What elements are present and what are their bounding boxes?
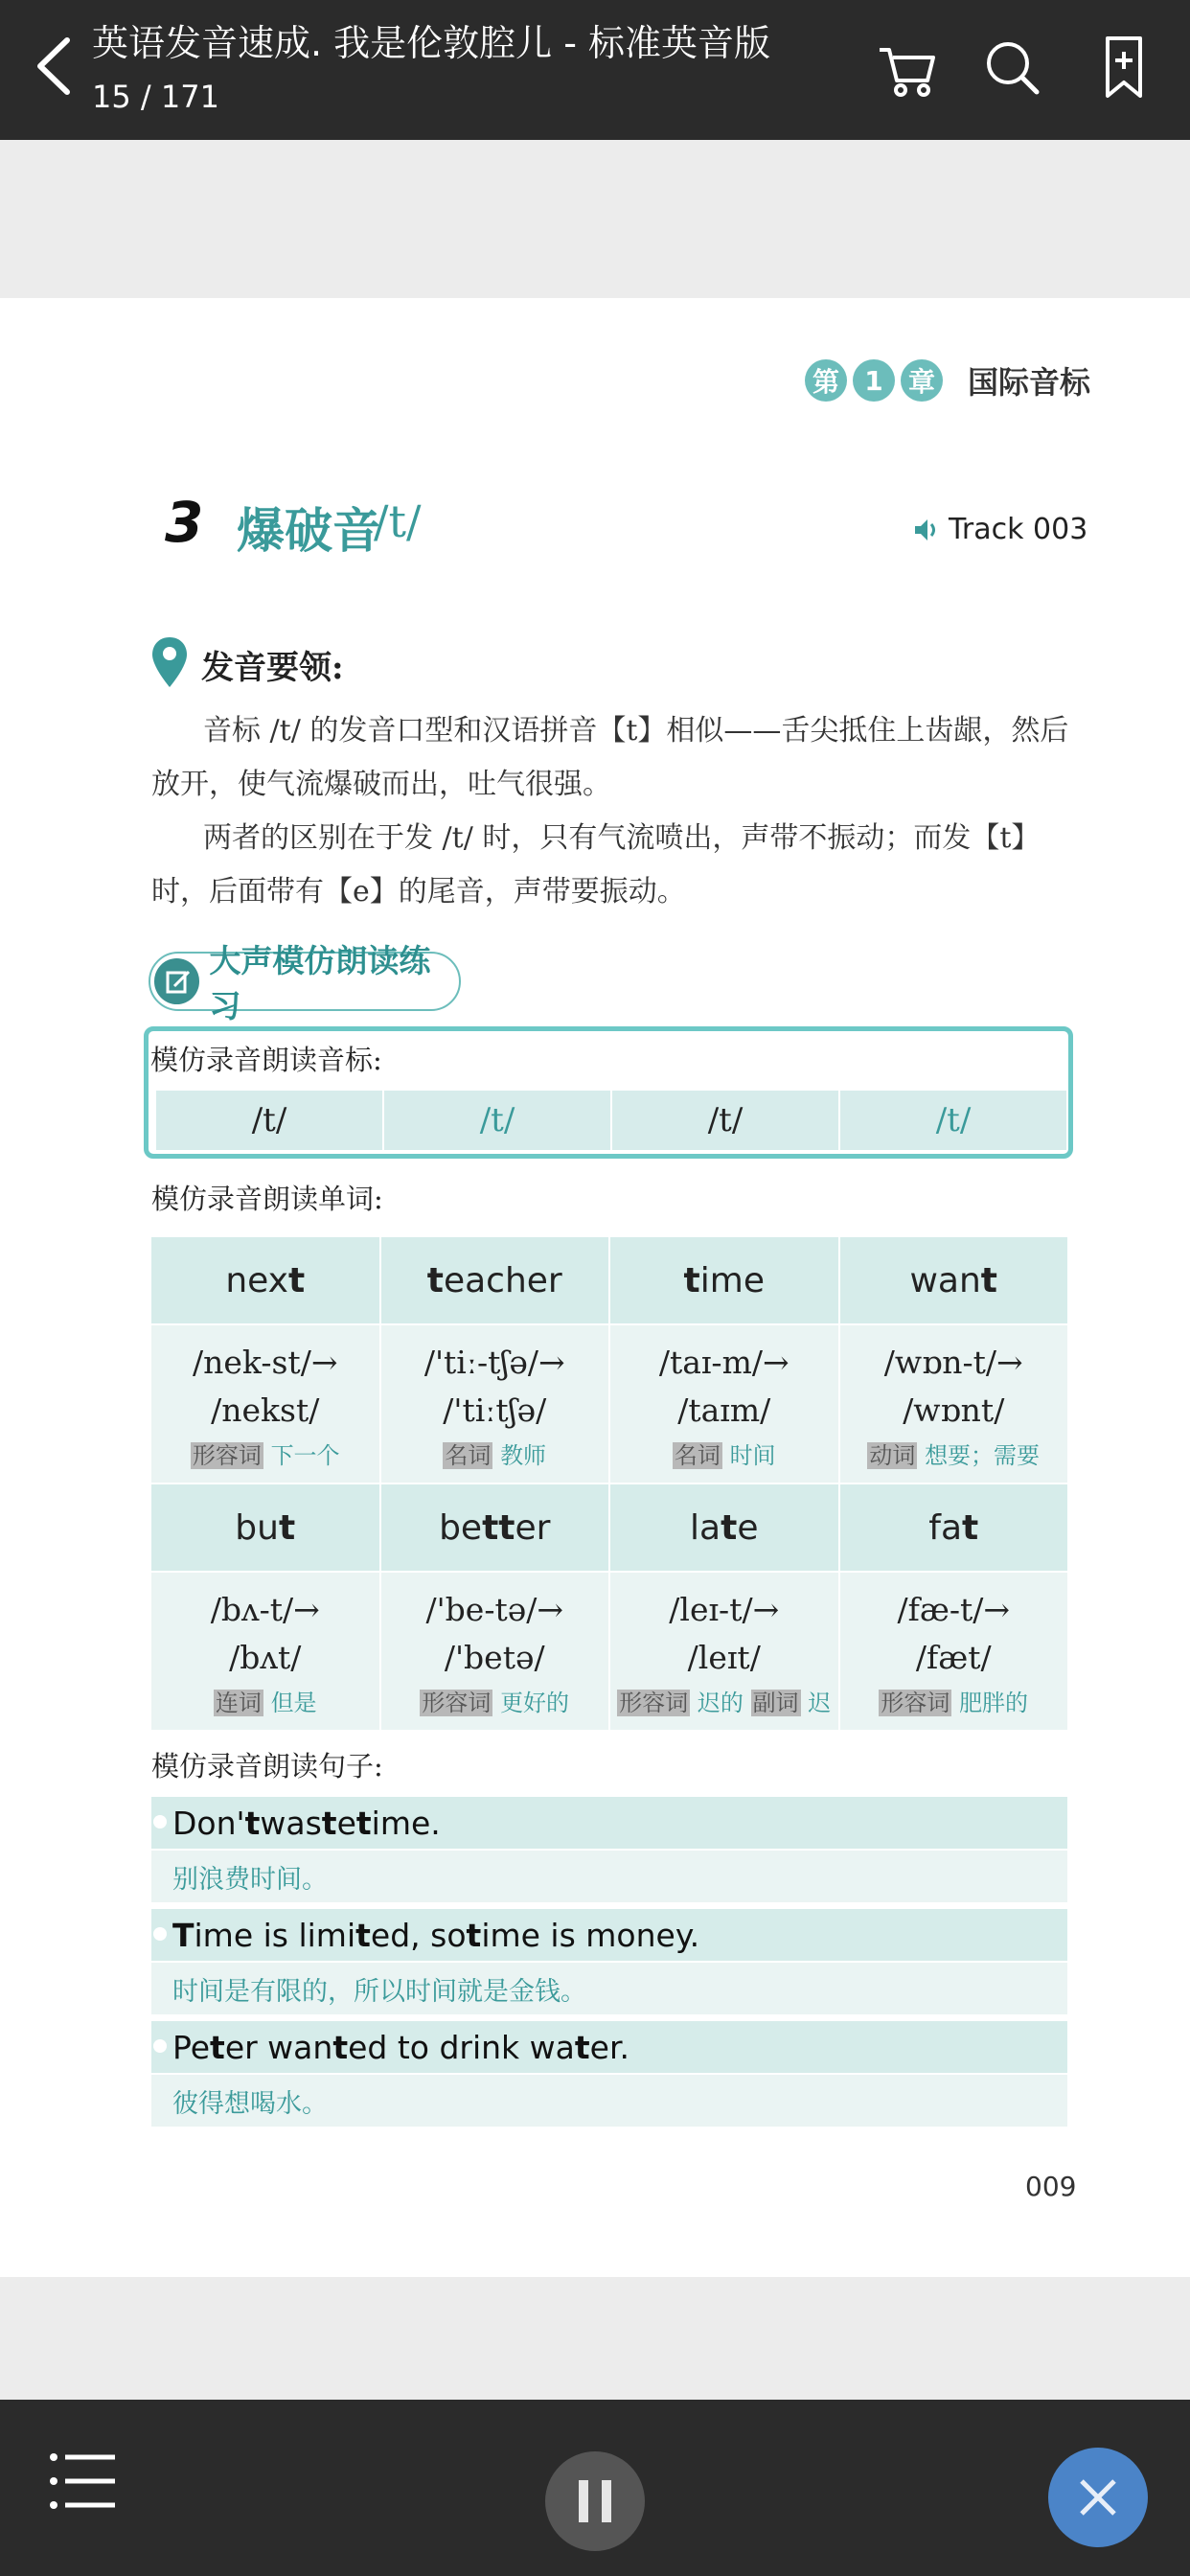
- list-menu-icon[interactable]: [48, 2448, 120, 2515]
- top-bar: [0, 0, 1190, 140]
- chapter-suffix: 章: [901, 359, 943, 402]
- word-cell-time[interactable]: t ime: [610, 1237, 838, 1323]
- word-info: [840, 1325, 1068, 1483]
- practice-title: 大声模仿朗读练习: [209, 942, 431, 1024]
- section-phoneme: /t/: [374, 495, 422, 547]
- practice-heading: [149, 942, 461, 1024]
- pause-button[interactable]: [545, 2451, 645, 2551]
- audio-track-button[interactable]: [912, 513, 1087, 546]
- chapter-prefix: 第: [805, 359, 847, 402]
- pos-tag-2: 副词: [752, 1690, 799, 1716]
- phonetic-label: 模仿录音朗读音标:: [150, 1044, 382, 1076]
- tips-paragraph-2: 两者的区别在于发 /t/ 时，只有气流喷出，声带不振动；而发【t】时，后面带有【e】的尾音，声带要振动。: [151, 821, 1041, 908]
- phonetic-practice-box: [144, 1026, 1073, 1159]
- word-info: [151, 1325, 379, 1483]
- ipa: /nekst/: [211, 1392, 320, 1429]
- pos-tag: 形容词: [192, 1442, 262, 1469]
- tips-paragraph-1: 音标 /t/ 的发音口型和汉语拼音【t】相似——舌尖抵住上齿龈，然后放开，使气流爆破而出，吐气很强。: [151, 714, 1069, 801]
- word-cell-but[interactable]: bu t: [151, 1484, 379, 1571]
- sentence-en[interactable]: T ime is limi t ed, so t ime is money.: [151, 1909, 1067, 1961]
- book-title: 英语发音速成. 我是伦敦腔儿 - 标准英音版: [92, 22, 771, 64]
- chapter-header: [805, 354, 1090, 407]
- meaning-2: 迟: [808, 1690, 832, 1716]
- word-cell-next[interactable]: nex t: [151, 1237, 379, 1323]
- pause-icon: [579, 2480, 588, 2522]
- word-info: [151, 1573, 379, 1730]
- word-info: [610, 1573, 838, 1730]
- meaning: 想要；需要: [925, 1442, 1041, 1469]
- sentence-label: 模仿录音朗读句子:: [151, 1750, 383, 1782]
- meaning: 肥胖的: [959, 1690, 1029, 1716]
- meaning: 时间: [729, 1442, 776, 1469]
- chapter-label: 国际音标: [968, 364, 1091, 401]
- meaning: 迟的: [697, 1690, 744, 1716]
- sentence-zh: 时间是有限的，所以时间就是金钱。: [151, 1963, 1067, 2014]
- book-page: [0, 298, 1190, 2277]
- word-cell-better[interactable]: be tt er: [381, 1484, 609, 1571]
- ipa: /fæt/: [915, 1639, 992, 1676]
- word-grid: [151, 1235, 1067, 1730]
- bottom-bar: [0, 2400, 1190, 2576]
- track-label: Track 003: [949, 513, 1088, 546]
- sentence-zh: 彼得想喝水。: [151, 2075, 1067, 2127]
- back-arrow-icon[interactable]: [27, 33, 84, 100]
- ipa-split: /'be-tə/→: [425, 1591, 564, 1628]
- meaning: 但是: [270, 1690, 317, 1716]
- ipa-split: /fæ-t/→: [897, 1591, 1011, 1628]
- word-cell-late[interactable]: la t e: [610, 1484, 838, 1571]
- ipa-split: /wɒn-t/→: [883, 1344, 1023, 1381]
- phonetic-row: [156, 1091, 1066, 1150]
- word-cell-teacher[interactable]: t eacher: [381, 1237, 609, 1323]
- ipa: /bʌt/: [229, 1639, 302, 1676]
- ipa: /'betə/: [444, 1639, 545, 1676]
- tips-title: 发音要领:: [201, 649, 344, 687]
- ipa: /leɪt/: [687, 1639, 761, 1676]
- meaning: 下一个: [270, 1442, 340, 1469]
- ipa-split: /'tiː-tʃə/→: [423, 1344, 565, 1381]
- bookmark-add-icon[interactable]: [1090, 29, 1157, 105]
- ipa: /taɪm/: [677, 1392, 771, 1429]
- phonetic-cell[interactable]: /t/: [156, 1091, 384, 1150]
- ipa-split: /bʌ-t/→: [210, 1591, 320, 1628]
- meaning: 更好的: [500, 1690, 570, 1716]
- word-cell-want[interactable]: wan t: [840, 1237, 1068, 1323]
- pos-tag: 形容词: [619, 1690, 689, 1716]
- pos-tag: 形容词: [422, 1690, 492, 1716]
- word-cell-fat[interactable]: fa t: [840, 1484, 1068, 1571]
- page-indicator: 15 / 171: [92, 79, 219, 115]
- word-info: [610, 1325, 838, 1483]
- ipa-split: /leɪ-t/→: [669, 1591, 780, 1628]
- pos-tag: 形容词: [881, 1690, 950, 1716]
- search-icon[interactable]: [979, 29, 1046, 105]
- sentence-en[interactable]: Don' t was t e t ime.: [151, 1797, 1067, 1849]
- pos-tag: 动词: [869, 1442, 916, 1469]
- pos-tag: 名词: [445, 1442, 492, 1469]
- word-info: [381, 1325, 609, 1483]
- sentence-en[interactable]: Pe t er wan t ed to drink wa t er.: [151, 2021, 1067, 2073]
- page-number: 009: [1025, 2171, 1077, 2202]
- meaning: 教师: [500, 1442, 547, 1469]
- phonetic-cell[interactable]: /t/: [612, 1091, 840, 1150]
- pos-tag: 连词: [215, 1690, 262, 1716]
- section-number: 3: [165, 490, 204, 555]
- pencil-note-icon: [154, 958, 199, 1004]
- close-button[interactable]: [1048, 2448, 1148, 2547]
- section-title: 爆破音: [237, 503, 380, 559]
- speaker-icon: [912, 516, 941, 544]
- word-info: [381, 1573, 609, 1730]
- word-label: 模仿录音朗读单词:: [151, 1183, 383, 1215]
- pos-tag: 名词: [674, 1442, 721, 1469]
- close-icon: [1074, 2473, 1122, 2521]
- ipa-split: /taɪ-m/→: [658, 1344, 790, 1381]
- word-info: [840, 1573, 1068, 1730]
- sentence-zh: 别浪费时间。: [151, 1851, 1067, 1902]
- cart-icon[interactable]: [874, 29, 941, 105]
- location-pin-icon: [150, 635, 189, 689]
- ipa: /wɒnt/: [903, 1392, 1005, 1429]
- ipa-split: /nek-st/→: [193, 1344, 338, 1381]
- phonetic-cell[interactable]: /t/: [384, 1091, 612, 1150]
- chapter-number: 1: [853, 359, 895, 402]
- phonetic-cell[interactable]: /t/: [935, 1101, 972, 1139]
- ipa: /'tiːtʃə/: [443, 1392, 547, 1429]
